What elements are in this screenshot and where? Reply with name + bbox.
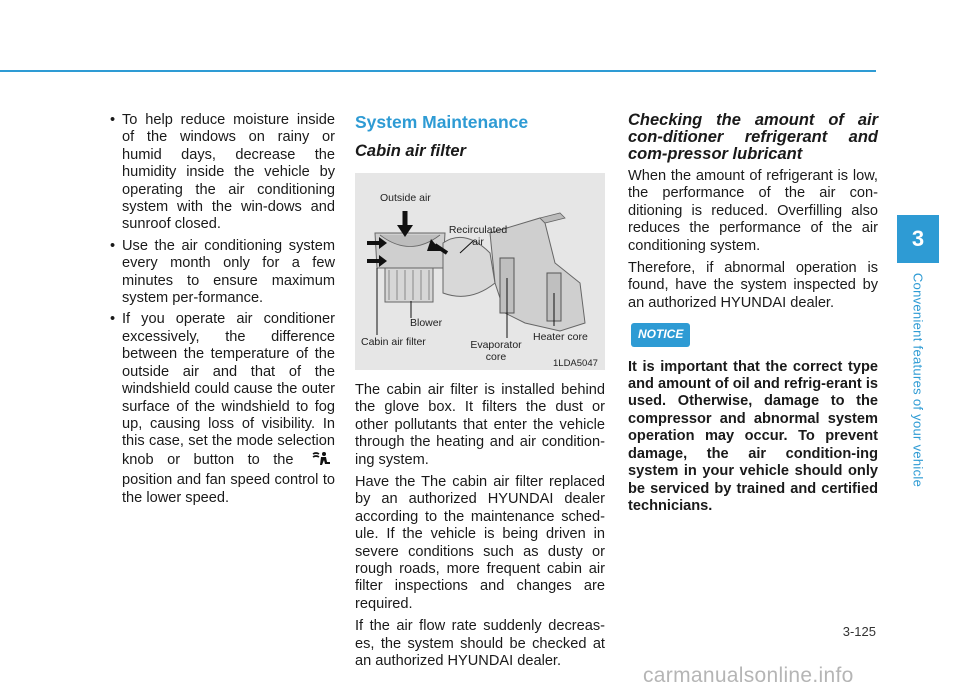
paragraph: If the air flow rate suddenly decreas-es, the system should be checked at an authorized HYUNDAI dealer.: [355, 618, 605, 670]
paragraph: When the amount of refrigerant is low, the performance of the air con-ditioning is reduced. Overfilling also reduces the performance of the air conditioning system.: [628, 168, 878, 254]
hvac-diagram-figure: [355, 173, 605, 370]
watermark: carmanualsonline.info: [643, 664, 854, 687]
chapter-tab[interactable]: 3: [897, 215, 939, 263]
figure-code: 1LDA5047: [553, 358, 598, 369]
column-3: [628, 112, 878, 515]
notice-text: It is important that the correct type and amount of oil and refrig-erant is used. Otherwise, damage to the compressor and abnormal system operation may occur. To prevent damage, the air condition-ing system in your vehicle should only be serviced by trained and certified technicians.: [628, 358, 878, 514]
sub-title-cabin-air-filter: Cabin air filter: [355, 142, 466, 160]
column-1: [108, 112, 335, 511]
bullet-item: [108, 311, 335, 506]
notice-badge: NOTICE: [631, 323, 690, 346]
header-rule: [0, 70, 876, 72]
bullet-text-after-icon: position and fan speed control to the lower speed.: [122, 472, 335, 506]
sub-title-refrigerant-check: Checking the amount of air con-ditioner refrigerant and com-pressor lubricant: [628, 111, 878, 163]
column-2: [355, 112, 605, 676]
label-recirculated-air: Recirculated air: [448, 224, 508, 248]
label-outside-air: Outside air: [380, 192, 431, 204]
page-number: 3-125: [842, 624, 876, 639]
label-blower: Blower: [410, 317, 443, 329]
paragraph: Therefore, if abnormal operation is found, have the system inspected by an authorized HYUNDAI dealer.: [628, 260, 878, 311]
bullet-item: • Use the air conditioning system every month only for a few minutes to ensure maximum system per-formance.: [108, 238, 335, 308]
paragraph: Have the The cabin air filter replaced by an authorized HYUNDAI dealer according to the maintenance sched-ule. If the vehicle is being driven in severe conditions such as dusty or rough roads, more frequent cabin air filter inspections and changes are required.: [355, 474, 605, 612]
bullet-text-before-icon: If you operate air conditioner excessively, the difference between the temperature of the outside air and that of the windshield could cause the outer surface of the windshield to fog up, causing loss of visibility. In this case, set the mode selection knob or button to the: [122, 311, 335, 468]
bullet-item: • To help reduce moisture inside of the windows on rainy or humid days, decrease the humidity inside the vehicle by operating the air conditioning system with the win-dows and sunroof closed.: [108, 112, 335, 234]
foot-defrost-mode-icon: [310, 451, 332, 472]
label-heater-core: Heater core: [533, 331, 588, 343]
section-title: System Maintenance: [355, 112, 529, 132]
chapter-title: Convenient features of your vehicle: [910, 272, 926, 488]
label-cabin-air-filter: Cabin air filter: [361, 336, 426, 348]
label-evaporator-core: Evaporator core: [470, 339, 522, 363]
paragraph: The cabin air filter is installed behind the glove box. It filters the dust or other pollutants that enter the vehicle through the heating and air condition-ing system.: [355, 382, 605, 468]
bullet-list: [108, 112, 335, 507]
